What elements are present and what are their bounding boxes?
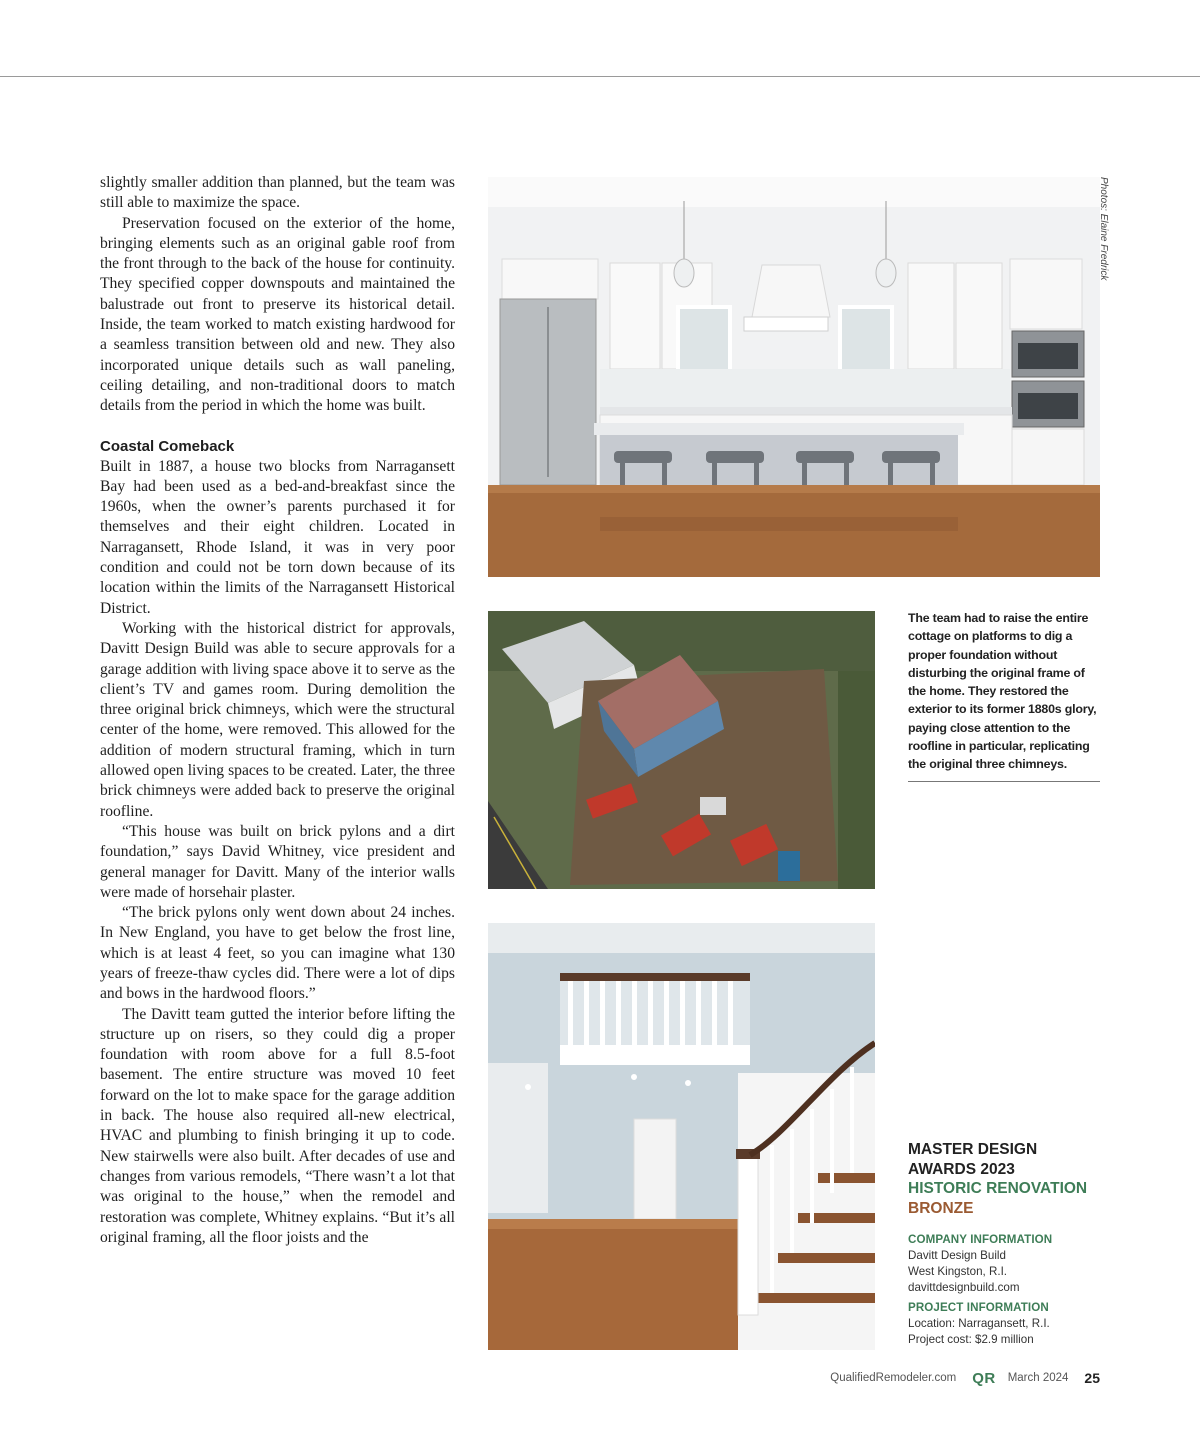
article-paragraph: Built in 1887, a house two blocks from Narragansett Bay had been used as a bed-and-breakfast since the 1960s, when the owner’s parents purchased it for themselves and their eight children. Located in Narragansett, Rhode Island, it was in very poor condition and could not be torn down because of its location within the limits of the Narragansett Historical District. xyxy=(100,457,455,617)
award-level: BRONZE xyxy=(908,1199,974,1217)
company-location: West Kingston, R.I. xyxy=(908,1265,1008,1278)
project-location: Location: Narragansett, R.I. xyxy=(908,1317,1050,1330)
page-footer xyxy=(830,1368,1100,1388)
aerial-construction-photo xyxy=(488,611,875,889)
awards-title-line1: MASTER DESIGN xyxy=(908,1141,1038,1158)
awards-box xyxy=(908,1140,1108,1348)
company-name: Davitt Design Build xyxy=(908,1249,1006,1262)
article-paragraph: Working with the historical district for approvals, Davitt Design Build was able to secure approvals for a garage addition with living space above it to serve as the client’s TV and games room. During demolition the three original brick chimneys, which were the structural center of the home, were removed. This allowed for the addition of modern structural framing, which in turn allowed open living spaces to be created. Later, the three brick chimneys were added back to preserve the original roofline. xyxy=(100,619,455,820)
page-number: 25 xyxy=(1084,1370,1100,1386)
staircase-photo xyxy=(488,923,875,1350)
footer-issue-date: March 2024 xyxy=(1007,1372,1069,1384)
company-info-heading: COMPANY INFORMATION xyxy=(908,1233,1053,1246)
photo-caption: The team had to raise the entire cottage on platforms to dig a proper foundation without disturbing the original frame of the home. They restored the exterior to its former 1880s glory, paying close attention to the roofline in particular, replicating the original three chimneys. xyxy=(908,611,1097,772)
article-paragraph: slightly smaller addition than planned, but the team was still able to maximize the space. xyxy=(100,174,455,212)
awards-title-line2: AWARDS 2023 xyxy=(908,1160,1015,1178)
company-website: davittdesignbuild.com xyxy=(908,1281,1020,1294)
kitchen-photo xyxy=(488,177,1100,577)
qr-logo: QR xyxy=(972,1369,996,1387)
article-paragraph: Preservation focused on the exterior of the home, bringing elements such as an original gable roof from the front through to the back of the house for continuity. They specified copper downspouts and maintained the balustrade out front to preserve its historical detail. Inside, the team worked to match existing hardwood for a seamless transition between old and new. They also incorporated unique details such as wall paneling, ceiling detailing, and non-traditional doors to match details from the period in which the home was built. xyxy=(100,214,455,415)
project-cost: Project cost: $2.9 million xyxy=(908,1333,1034,1346)
article-paragraph: “The brick pylons only went down about 24 inches. In New England, you have to get below the frost line, which is at least 4 feet, so you can imagine what 130 years of freeze-thaw cycles did. There were a lot of dips and bows in the hardwood floors.” xyxy=(100,904,455,1003)
article-paragraph: “This house was built on brick pylons and a dirt foundation,” says David Whitney, vice president and general manager for Davitt. Many of the interior walls were made of horsehair plaster. xyxy=(100,822,455,901)
footer-site: QualifiedRemodeler.com xyxy=(830,1372,957,1384)
article-paragraph: The Davitt team gutted the interior before lifting the structure up on risers, so they could dig a proper foundation with room above for a full 8.5-foot basement. The entire structure was moved 10 feet forward on the lot to make space for the garage addition in back. The house also required all-new electrical, HVAC and plumbing to finish bringing it up to code. New stairwells were also built. After decades of use and changes from various remodels, “There wasn’t a lot that was original to the house,” when the remodel and restoration was complete, Whitney explains. “But it’s all original framing, all the floor joists and the xyxy=(100,1005,455,1246)
article-column xyxy=(100,173,455,1248)
top-rule xyxy=(0,76,1200,77)
project-info-heading: PROJECT INFORMATION xyxy=(908,1301,1049,1314)
award-category: HISTORIC RENOVATION xyxy=(908,1180,1088,1197)
article-subhead: Coastal Comeback xyxy=(100,437,235,455)
caption-divider xyxy=(908,781,1100,782)
photo-credit: Photos: Elaine Fredrick xyxy=(1098,177,1109,281)
